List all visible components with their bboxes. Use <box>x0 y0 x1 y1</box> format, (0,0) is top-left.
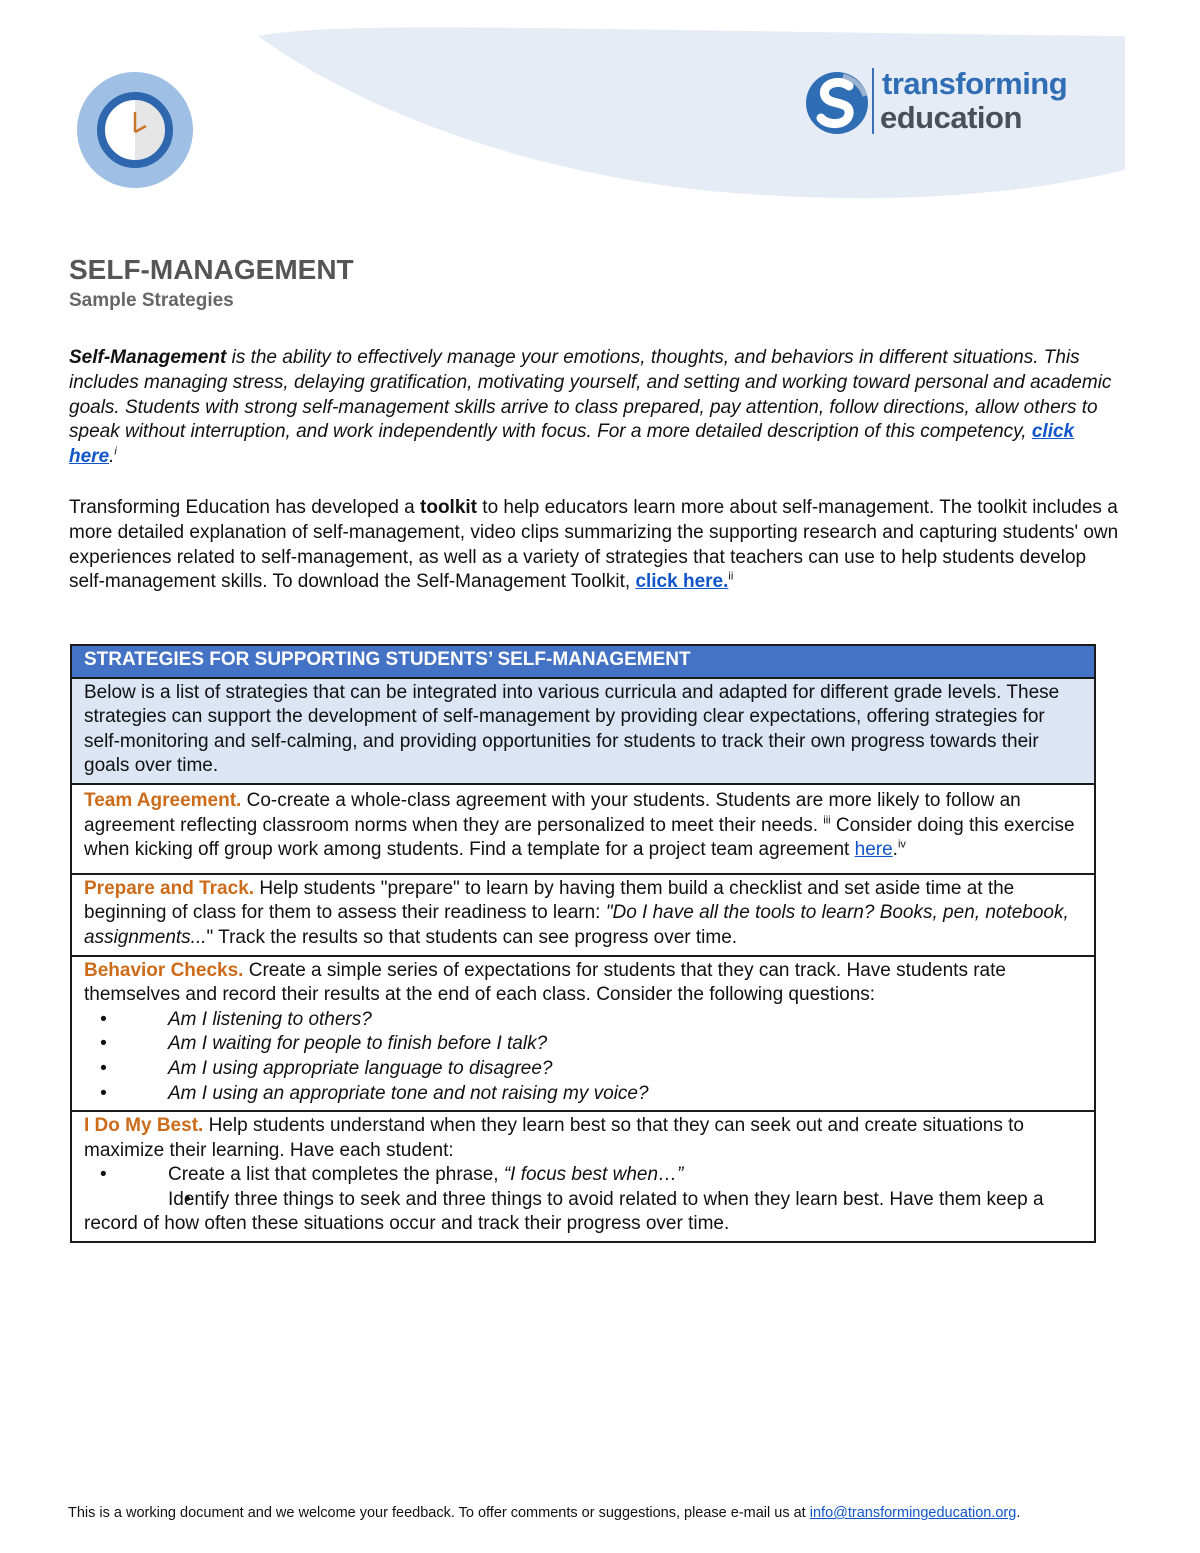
page-title: SELF-MANAGEMENT <box>69 254 354 285</box>
list-item-text: Create a list that completes the phrase, <box>168 1164 504 1186</box>
strategy-text-continued: Consider doing this exercise when kicking off group work among students. Find a template for a project team agreement <box>84 814 1075 861</box>
page-footer <box>68 1505 1020 1521</box>
toolkit-paragraph <box>69 496 1119 595</box>
strategy-title: Behavior Checks. <box>84 959 244 981</box>
toolkit-download-link[interactable]: click here. <box>635 571 729 593</box>
list-item <box>84 1188 1082 1237</box>
endnote-ii: ii <box>728 571 734 584</box>
behavior-questions-list <box>84 1008 1082 1106</box>
footer-text: This is a working document and we welcome your feedback. To offer comments or suggestions, please e-mail us at <box>68 1505 810 1521</box>
transforming-education-logo-icon <box>805 68 869 138</box>
strategy-title: I Do My Best. <box>84 1115 204 1137</box>
footer-email-link[interactable]: info@transformingeducation.org <box>809 1505 1017 1521</box>
toolkit-text-after: to help educators learn more about self-management. The toolkit includes a more detailed explanation of self-management, video clips summarizing the supporting research and capturing students' own experiences related to self-management, as well as a variety of strategies that teachers can use to help students develop self-management skills. To download the Self-Management Toolkit, <box>69 497 1119 593</box>
strategy-quote: "Do I have all the tools to learn? Books, pen, notebook, assignments... <box>84 902 1069 948</box>
list-item-text: Identify three things to seek and three things to avoid related to when they learn best. Have them keep a record of how often these situations occur and track their progress over time. <box>84 1188 1044 1235</box>
endnote-iii: iii <box>823 814 831 827</box>
list-item-quote: “I focus best when…” <box>503 1164 684 1186</box>
strategy-text: Co-create a whole-class agreement with your students. Students are more likely to follow an agreement reflecting classroom norms when they are personalized to meet their needs. <box>84 789 1021 836</box>
strategy-i-do-my-best <box>71 1111 1095 1242</box>
list-item: • Am I listening to others? <box>84 1008 1082 1033</box>
strategies-table <box>70 644 1096 1243</box>
table-header: STRATEGIES FOR SUPPORTING STUDENTS’ SELF-MANAGEMENT <box>71 645 1095 678</box>
endnote-iv: iv <box>897 838 906 851</box>
endnote-i: i <box>114 445 117 458</box>
strategy-title: Team Agreement. <box>84 789 242 811</box>
toolkit-text-before: Transforming Education has developed a <box>69 497 421 518</box>
page-subtitle: Sample Strategies <box>69 290 234 311</box>
strategy-text-continued: " Track the results so that students can see progress over time. <box>206 926 738 948</box>
strategy-behavior-checks <box>71 956 1095 1112</box>
competency-link[interactable]: click here <box>69 421 1075 468</box>
strategy-title: Prepare and Track. <box>84 877 255 899</box>
best-steps-list <box>84 1163 1082 1237</box>
strategy-period: . <box>892 839 898 861</box>
definition-paragraph <box>69 346 1119 470</box>
list-item: • Am I using appropriate language to disagree? <box>84 1057 1082 1082</box>
team-agreement-template-link[interactable]: here <box>854 839 893 861</box>
strategy-team-agreement <box>71 784 1095 874</box>
strategy-text: Help students understand when they learn best so that they can seek out and create situations to maximize their learning. Have each student: <box>84 1115 1024 1161</box>
footer-period: . <box>1016 1505 1021 1521</box>
strategy-prepare-and-track <box>71 874 1095 956</box>
table-intro: Below is a list of strategies that can be integrated into various curricula and adapted for different grade levels. These strategies can support the development of self-management by providing clear expectations, offering strategies for self-monitoring and self-calming, and providing opportunities for students to track their own progress towards their goals over time. <box>71 678 1095 784</box>
logo-divider <box>872 68 874 134</box>
toolkit-bold: toolkit <box>420 497 478 518</box>
definition-term: Self-Management <box>69 347 227 368</box>
list-item: • Am I waiting for people to finish before I talk? <box>84 1032 1082 1057</box>
strategy-text: Help students "prepare" to learn by having them build a checklist and set aside time at the beginning of class for them to assess their readiness to learn: <box>84 877 1015 924</box>
list-item <box>84 1163 1082 1188</box>
clock-icon <box>77 72 193 188</box>
logo-wordmark-education: education <box>880 100 1022 135</box>
definition-period: . <box>109 446 115 468</box>
logo-wordmark-transforming: transforming <box>882 66 1068 101</box>
strategy-text: Create a simple series of expectations for students that they can track. Have students rate themselves and record their results at the end of each class. Consider the following questions: <box>84 959 1006 1006</box>
definition-text: is the ability to effectively manage your emotions, thoughts, and behaviors in different situations. This includes managing stress, delaying gratification, motivating yourself, and setting and working toward personal and academic goals. Students with strong self-management skills arrive to class prepared, pay attention, follow directions, allow others to speak without interruption, and work independently with focus. For a more detailed description of this competency, <box>69 347 1112 443</box>
list-item: • Am I using an appropriate tone and not raising my voice? <box>84 1082 1082 1107</box>
